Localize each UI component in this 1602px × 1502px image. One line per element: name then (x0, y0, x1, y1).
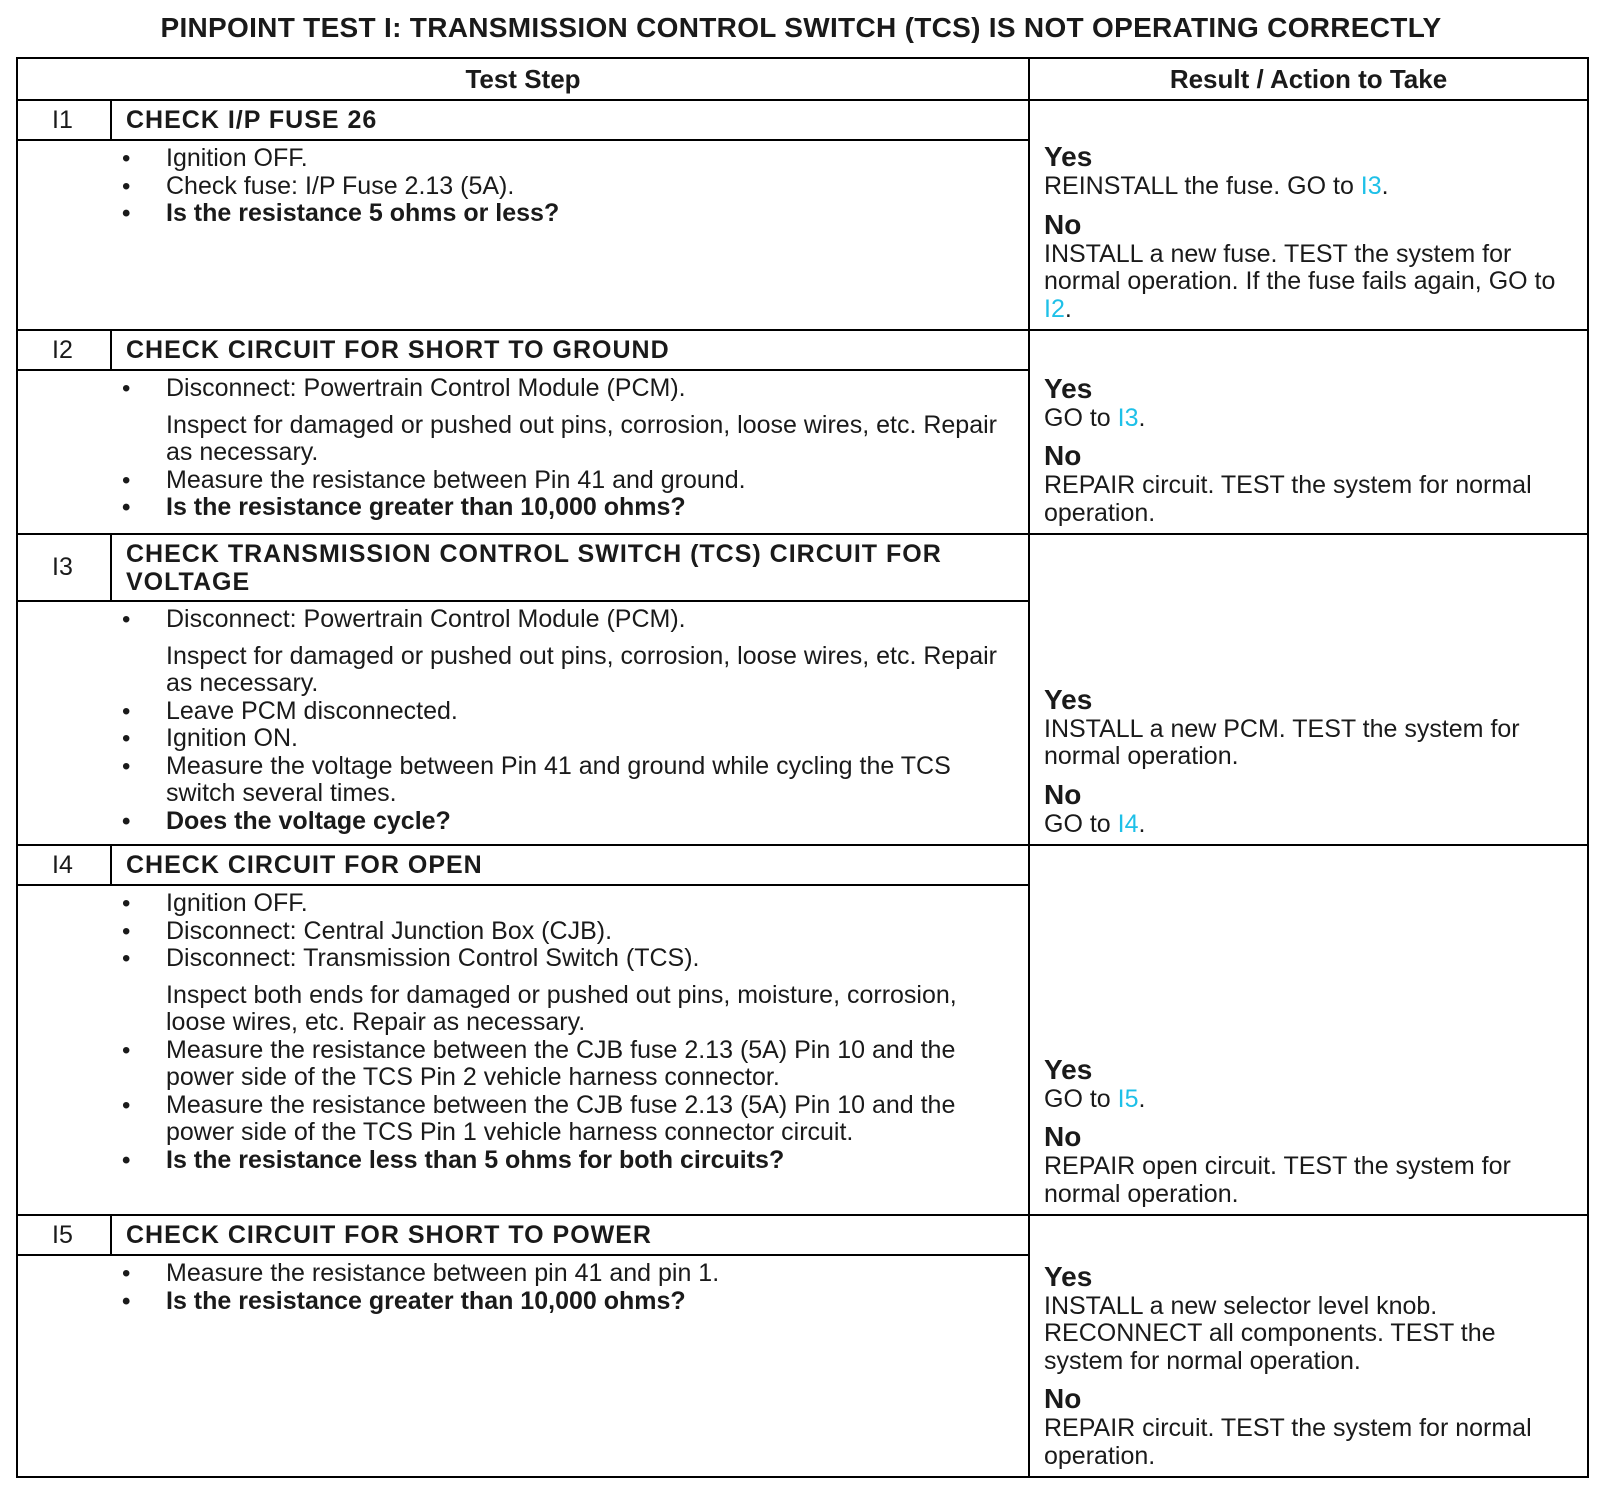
no-action: GO to I4. (1044, 809, 1146, 838)
step-item: • Check fuse: I/P Fuse 2.13 (5A). (18, 173, 1028, 201)
step-item: • Ignition OFF. (18, 890, 1028, 918)
no-action: INSTALL a new fuse. TEST the system for normal operation. If the fuse fails again, GO to I2. (1044, 239, 1556, 323)
step-id: I2 (18, 331, 112, 369)
step-title: CHECK TRANSMISSION CONTROL SWITCH (TCS) CIRCUIT FOR VOLTAGE (126, 539, 942, 596)
step-link-i4[interactable]: I4 (1117, 809, 1139, 838)
step-item: • Ignition ON. (18, 725, 1028, 753)
step-title: CHECK CIRCUIT FOR SHORT TO POWER (126, 1221, 652, 1249)
result-cell (1030, 331, 1587, 533)
step-title: CHECK CIRCUIT FOR OPEN (126, 851, 483, 879)
step-item: • Measure the resistance between the CJB fuse 2.13 (5A) Pin 10 and the power side of the TCS Pin 2 vehicle harness connector. (18, 1037, 1028, 1092)
test-step-i4 (18, 846, 1587, 1216)
step-question: • Is the resistance less than 5 ohms for both circuits? (18, 1147, 1028, 1175)
step-item: • Disconnect: Powertrain Control Module (PCM). (18, 375, 1028, 403)
step-item: • Disconnect: Transmission Control Switch (TCS). (18, 945, 1028, 973)
step-item: • Measure the voltage between Pin 41 and ground while cycling the TCS switch several times. (18, 753, 1028, 808)
result-cell (1030, 101, 1587, 329)
step-item: • Measure the resistance between the CJB fuse 2.13 (5A) Pin 10 and the power side of the TCS Pin 1 vehicle harness connector circuit. (18, 1092, 1028, 1147)
no-action: REPAIR circuit. TEST the system for normal operation. (1044, 471, 1532, 527)
result-cell (1030, 535, 1587, 844)
yes-action: REINSTALL the fuse. GO to I3. (1044, 172, 1389, 200)
test-step-i1 (18, 101, 1587, 331)
yes-action: INSTALL a new selector level knob. RECONNECT all components. TEST the system for normal operation. (1044, 1291, 1496, 1375)
yes-action: GO to I5. (1044, 1084, 1146, 1113)
no-label: No (1044, 1383, 1082, 1414)
yes-action: GO to I3. (1044, 403, 1146, 432)
step-id: I5 (18, 1216, 112, 1254)
step-id: I1 (18, 101, 112, 139)
step-item: • Ignition OFF. (18, 145, 1028, 173)
result-action-header: Result / Action to Take (1169, 64, 1448, 94)
yes-label: Yes (1044, 372, 1093, 404)
step-question: • Is the resistance greater than 10,000 ohms? (18, 494, 1028, 522)
yes-label: Yes (1044, 141, 1093, 172)
step-title: CHECK I/P FUSE 26 (126, 106, 378, 134)
page-title: PINPOINT TEST I: TRANSMISSION CONTROL SWITCH (TCS) IS NOT OPERATING CORRECTLY (160, 12, 1442, 43)
step-item: • Disconnect: Powertrain Control Module (PCM). (18, 606, 1028, 634)
step-item: • Measure the resistance between Pin 41 and ground. (18, 467, 1028, 495)
step-note: Inspect for damaged or pushed out pins, corrosion, loose wires, etc. Repair as necessary. (166, 410, 997, 466)
step-title: CHECK CIRCUIT FOR SHORT TO GROUND (126, 336, 670, 364)
step-item: • Measure the resistance between pin 41 and pin 1. (18, 1260, 1028, 1288)
no-label: No (1044, 208, 1082, 240)
step-item: • Disconnect: Central Junction Box (CJB). (18, 918, 1028, 946)
yes-label: Yes (1044, 1053, 1093, 1085)
no-label: No (1044, 778, 1082, 810)
step-item: • Leave PCM disconnected. (18, 698, 1028, 726)
step-link-i3[interactable]: I3 (1117, 403, 1139, 432)
step-question: • Does the voltage cycle? (18, 808, 1028, 836)
step-link-i2[interactable]: I2 (1044, 294, 1065, 323)
step-note: Inspect both ends for damaged or pushed out pins, moisture, corrosion, loose wires, etc. Repair as necessary. (166, 980, 957, 1036)
result-cell (1030, 846, 1587, 1214)
no-label: No (1044, 1121, 1082, 1152)
yes-label: Yes (1044, 683, 1093, 715)
pinpoint-test-table (16, 57, 1589, 1478)
result-cell (1030, 1216, 1587, 1476)
step-link-i3[interactable]: I3 (1360, 172, 1382, 200)
test-step-i5 (18, 1216, 1587, 1476)
step-link-i5[interactable]: I5 (1117, 1084, 1139, 1113)
step-question: • Is the resistance greater than 10,000 ohms? (18, 1288, 1028, 1316)
test-step-header: Test Step (18, 59, 1030, 99)
table-header-row (18, 59, 1587, 101)
step-id: I3 (18, 535, 112, 600)
no-action: REPAIR circuit. TEST the system for normal operation. (1044, 1414, 1532, 1470)
yes-action: INSTALL a new PCM. TEST the system for normal operation. (1044, 714, 1520, 770)
yes-label: Yes (1044, 1260, 1093, 1292)
step-question: • Is the resistance 5 ohms or less? (18, 200, 1028, 228)
no-action: REPAIR open circuit. TEST the system for normal operation. (1044, 1152, 1511, 1208)
no-label: No (1044, 440, 1082, 471)
step-note: Inspect for damaged or pushed out pins, corrosion, loose wires, etc. Repair as necessary. (166, 641, 997, 697)
test-step-i2 (18, 331, 1587, 535)
test-step-i3 (18, 535, 1587, 846)
step-id: I4 (18, 846, 112, 884)
